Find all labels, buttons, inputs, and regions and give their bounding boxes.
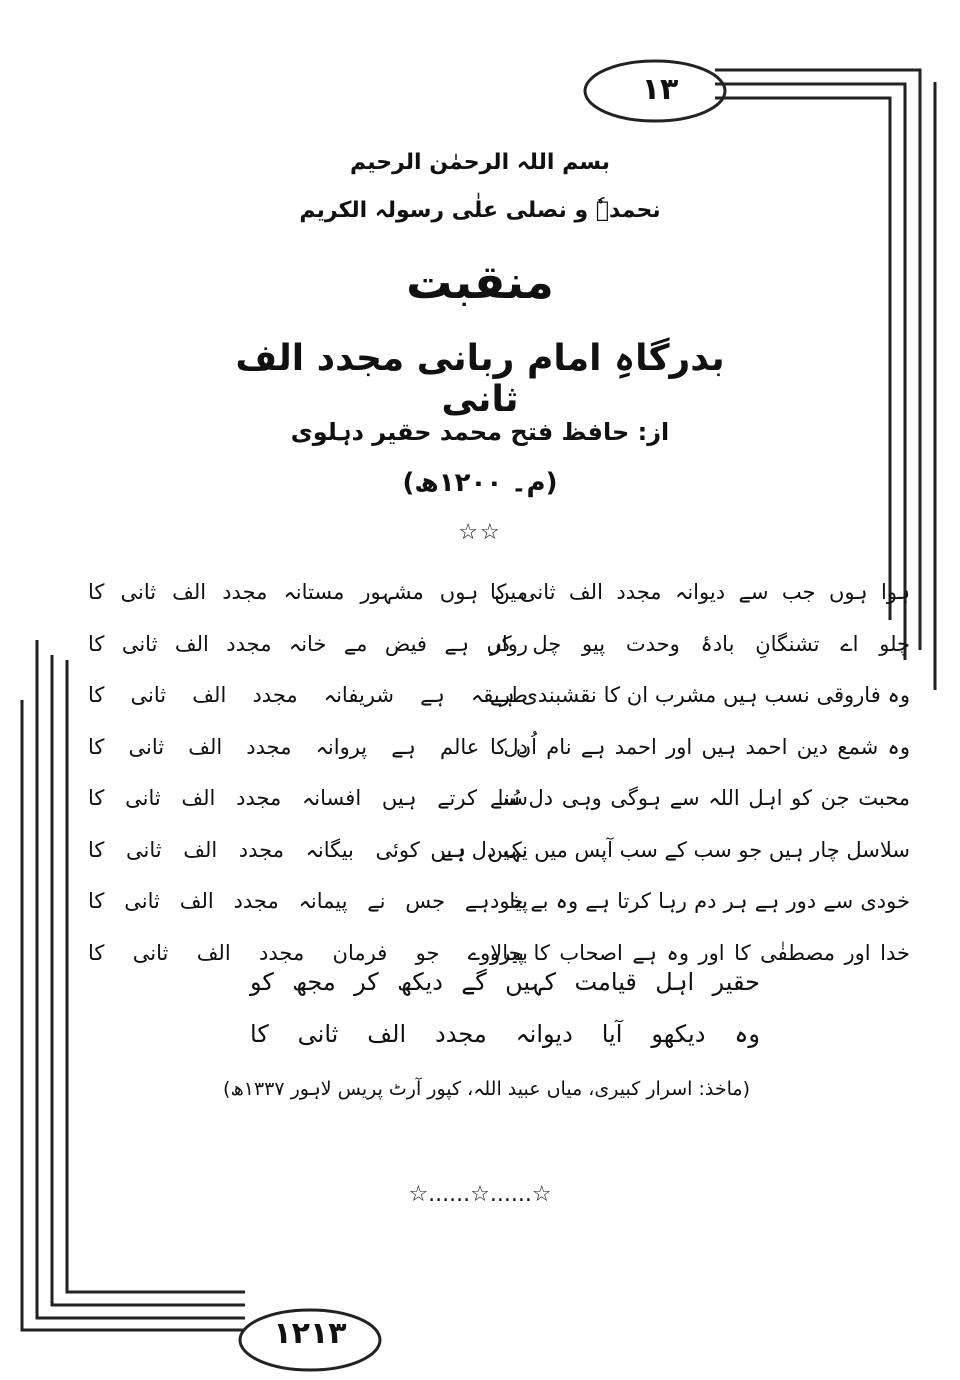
bismillah: بسم اللہ الرحمٰن الرحیم — [349, 150, 610, 175]
final-couplet-line-2: وہ دیکھو آیا دیوانہ مجدد الف ثانی کا — [250, 1020, 760, 1048]
star-ornament-bottom: ☆......☆......☆ — [408, 1182, 552, 1207]
verse-line: محبت جن کو اہل اللہ سے ہوگی وہی دل سے — [490, 786, 910, 810]
verse-line: وہ شمع دین احمد ہیں اور احمد ہے نام اُن کا — [490, 734, 910, 759]
verse-line: دل عالم ہے پروانہ مجدد الف ثانی کا — [88, 734, 528, 759]
author-line: از: حافظ فتح محمد حقیر دہلوی — [290, 418, 670, 446]
bottom-page-number: ۱۲۱۳ — [273, 1316, 347, 1351]
verse-line: پیا ہے جس نے پیمانہ مجدد الف ثانی کا — [88, 889, 528, 913]
verse-line: نہیں ہے کوئی بیگانہ مجدد الف ثانی کا — [88, 837, 528, 862]
poem-left-column — [88, 572, 528, 984]
page-title: منقبت — [406, 255, 554, 309]
verse-line: طریقہ ہے شریفانہ مجدد الف ثانی کا — [88, 683, 528, 707]
top-page-number: ۱۳ — [641, 72, 679, 107]
hamd-line: نحمدہٗ و نصلی علٰی رسولہ الکریم — [299, 198, 661, 223]
verse-line: بجالاوے جو فرمان مجدد الف ثانی کا — [88, 940, 528, 965]
year-line: (م۔ ۱۲۰۰ھ) — [402, 468, 558, 498]
star-ornament-top: ☆☆ — [458, 520, 502, 545]
verse-line: سُنا کرتے ہیں افسانہ مجدد الف ثانی کا — [88, 786, 528, 810]
verse-line: خدا اور مصطفٰی کا اور وہ ہے اصحاب کا پیرو — [490, 940, 910, 965]
verse-line: چلو اے تشنگانِ بادۂ وحدت پیو چل کر — [490, 631, 910, 656]
verse-line: رواں ہے فیض مے خانہ مجدد الف ثانی کا — [88, 631, 528, 656]
verse-line: میں ہوں مشہور مستانہ مجدد الف ثانی کا — [88, 580, 528, 604]
verse-line: خودی سے دور ہے ہر دم رہا کرتا ہے وہ بے خود — [490, 889, 910, 913]
verse-line: وہ فاروقی نسب ہیں مشرب ان کا نقشبندی ہے — [490, 683, 910, 707]
verse-line: سلاسل چار ہیں جو سب کے سب آپس میں یک دل ہیں — [430, 837, 910, 862]
final-couplet-line-1: حقیر اہل قیامت کہیں گے دیکھ کر مجھ کو — [250, 968, 760, 996]
poem-subtitle: بدرگاہِ امام ربانی مجدد الف ثانی — [235, 338, 725, 420]
poem-right-column — [430, 572, 910, 984]
source-citation: (ماخذ: اسرار کبیری، میاں عبید اللہ، کپور آرٹ پریس لاہور ۱۳۳۷ھ) — [223, 1078, 750, 1100]
verse-line: ہوا ہوں جب سے دیوانہ مجدد الف ثانی کا — [490, 580, 910, 604]
